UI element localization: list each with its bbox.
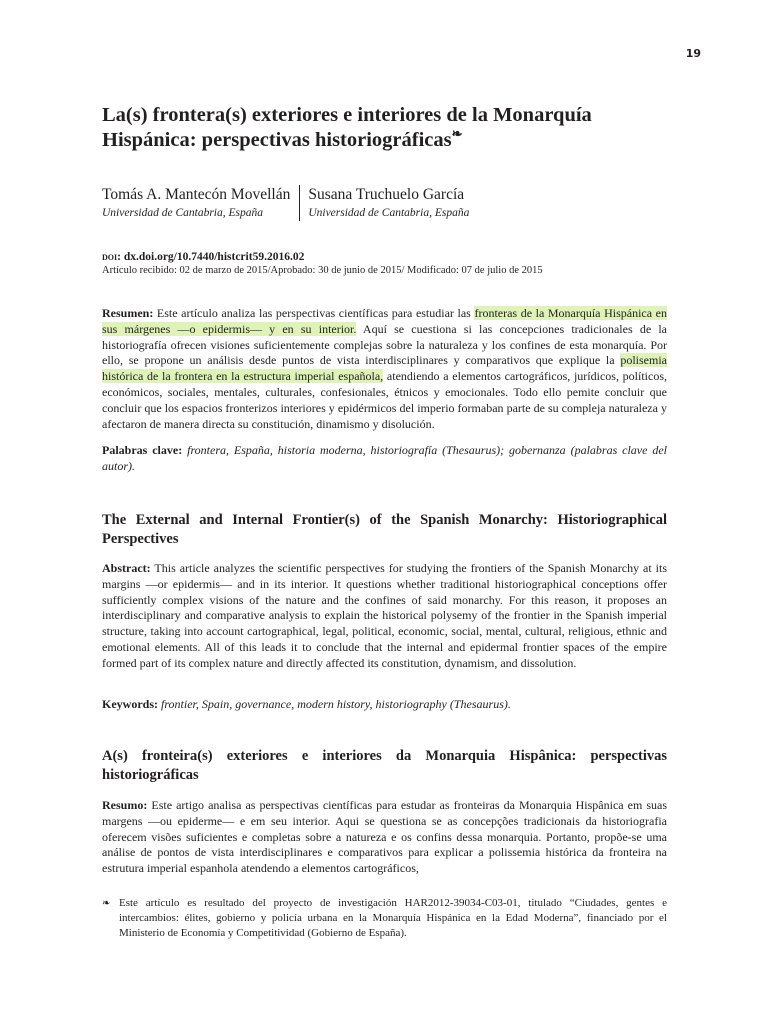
resumen-highlight-2[interactable]: polisemia histórica de la frontera en la estructura imperial española, <box>102 353 668 384</box>
abstract-label: Abstract: <box>102 561 151 575</box>
article-dates: Artículo recibido: 02 de marzo de 2015/Aprobado: 30 de junio de 2015/ Modificado: 07 de julio de 2015 <box>102 265 543 276</box>
doi-block <box>102 250 543 278</box>
resumo-text: Este artigo analisa as perspectivas científicas para estudar as fronteiras da Monarquia Hispânica em suas margens —ou epiderme— e em seu interior. Aqui se questiona se as concepções tradicionais da historiografia oferecem visões suficientes e completas sobre a natureza e os confins dessa monarquia. Portanto, propõe-se uma análise de pontos de vista interdisciplinares e comparativos para explicar a polissemia histórica da fronteira na estrutura imperial espanhola atendendo a elementos cartográficos, <box>102 798 668 876</box>
english-title: The External and Internal Frontier(s) of the Spanish Monarchy: Historiographical Perspectives <box>102 512 667 547</box>
resumo-paragraph <box>102 798 667 877</box>
resumen-text-1: Este artículo analiza las perspectivas científicas para estudiar las <box>156 306 471 320</box>
keywords-label: Keywords: <box>102 697 158 711</box>
author-affiliation: Universidad de Cantabria, España <box>308 207 470 219</box>
abstract-text: This article analyzes the scientific perspectives for studying the frontiers of the Spanish Monarchy at its margins —or epidermis— and in its interior. It questions whether traditional historiographical conceptions offer sufficiently complex visions of the nature and the confines of said monarchy. For this reason, it proposes an interdisciplinary and comparative analysis to explain the historical polysemy of the frontier in the Spanish imperial structure, taking into account cartographical, legal, political, economic, social, mental, cultural, religious, ethnic and emotional elements. All of this leads it to conclude that the internal and epidermal frontier spaces of the empire formed part of its complex nature and directly affected its constitution, dynamism, and dissolution. <box>102 561 667 670</box>
resumen-label: Resumen: <box>102 306 154 320</box>
palabras-clave-paragraph <box>102 443 667 475</box>
footnote-mark: ❧ <box>102 898 111 909</box>
author-2 <box>308 185 469 221</box>
author-divider <box>299 185 300 221</box>
authors <box>102 185 469 221</box>
portuguese-title: A(s) fronteira(s) exteriores e interiores da Monarquia Hispânica: perspectivas historiográficas <box>102 748 667 783</box>
page-number: 19 <box>685 47 701 60</box>
doi-label: doi: <box>102 251 121 263</box>
footnote-text: Este artículo es resultado del proyecto de investigación HAR2012-39034-C03-01, titulado “Ciudades, gentes e intercambios: élites, gobierno y policía urbana en la Monarquía Hispánica en la Edad Moderna”, financiado por el Ministerio de Economía y Competitividad (Gobierno de España). <box>119 897 667 939</box>
resumen-text-3: atendiendo a elementos cartográficos, jurídicos, políticos, económicos, sociales, mentales, culturales, confesionales, étnicos y emocionales. Todo ello pemite concluir que concluir que los espacios fronterizos interiores y epidérmicos del imperio formaban parte de su compleja naturaleza y afectaron de manera directa su constitución, dinamismo y disolución. <box>102 369 668 431</box>
palabras-clave-text: frontera, España, historia moderna, historiografía (Thesaurus); gobernanza (palabras clave del autor). <box>102 443 667 473</box>
keywords-text: frontier, Spain, governance, modern history, historiography (Thesaurus). <box>161 697 511 711</box>
resumen-highlight-1[interactable]: fronteras de la Monarquía Hispánica en sus márgenes —o epidermis— y en su interior. <box>102 306 668 336</box>
resumo-label: Resumo: <box>102 798 148 812</box>
title-text: La(s) frontera(s) exteriores e interiores de la Monarquía Hispánica: perspectivas historiográficas <box>102 104 592 151</box>
doi-link[interactable]: dx.doi.org/10.7440/histcrit59.2016.02 <box>123 251 305 263</box>
article-title <box>102 103 662 153</box>
author-name: Susana Truchuelo García <box>308 186 465 203</box>
author-affiliation: Universidad de Cantabria, España <box>102 207 263 219</box>
footnote <box>102 896 667 941</box>
resumen-text-2: Aquí se cuestiona si las concepciones tradicionales de la historiografía ofrecen visiones suficientemente complejas sobre la naturaleza y los confines de esta monarquía. Por ello, se propone un análisis desde puntos de vista interdisciplinares y comparativos que explique la <box>102 321 667 368</box>
title-footnote-mark[interactable]: ❧ <box>451 126 463 142</box>
abstract-paragraph <box>102 561 667 672</box>
keywords-paragraph <box>102 697 667 713</box>
palabras-clave-label: Palabras clave: <box>102 443 183 457</box>
author-1 <box>102 185 290 221</box>
author-name: Tomás A. Mantecón Movellán <box>102 186 291 203</box>
resumen-paragraph <box>102 306 667 432</box>
doi-line <box>102 250 543 264</box>
